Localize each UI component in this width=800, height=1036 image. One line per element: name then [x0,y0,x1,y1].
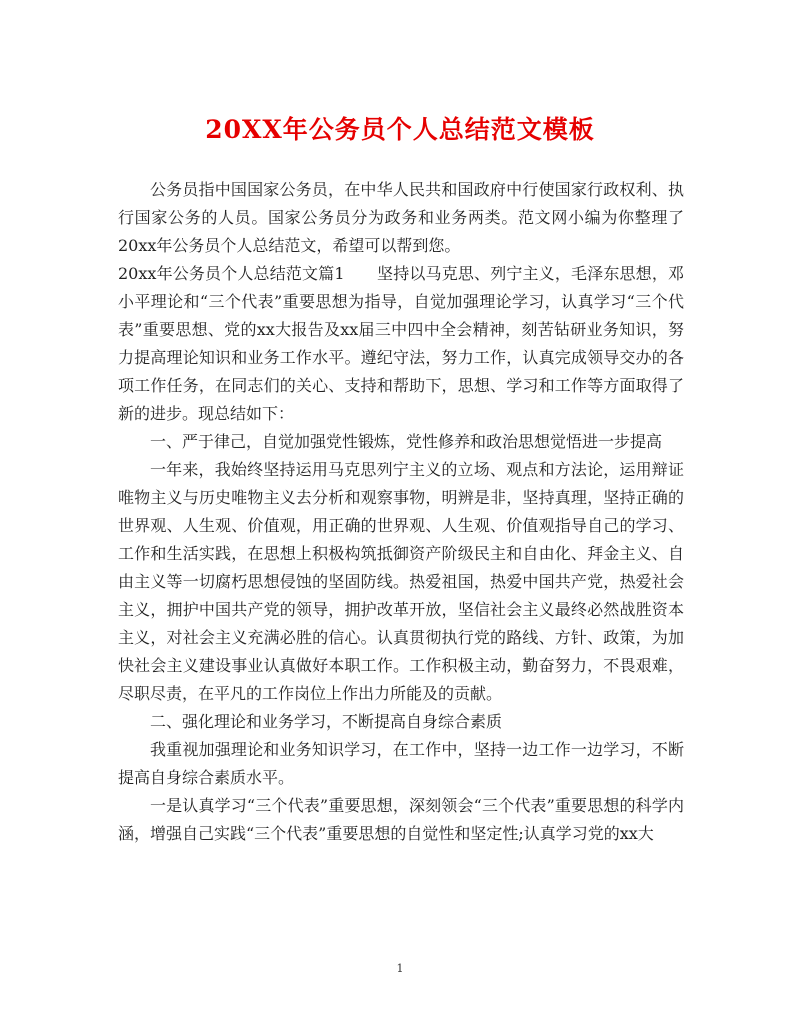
document-body [118,176,684,848]
body-paragraph-1: 一年来，我始终坚持运用马克思列宁主义的立场、观点和方法论，运用辩证唯物主义与历史唯物主义去分析和观察事物，明辨是非，坚持真理，坚持正确的世界观、人生观、价值观，用正确的世界观、人生观、价值观指导自己的学习、工作和生活实践，在思想上积极构筑抵御资产阶级民主和自由化、拜金主义、自由主义等一切腐朽思想侵蚀的坚固防线。热爱祖国，热爱中国共产党，热爱社会主义，拥护中国共产党的领导，拥护改革开放，坚信社会主义最终必然战胜资本主义，对社会主义充满必胜的信心。认真贯彻执行党的路线、方针、政策，为加快社会主义建设事业认真做好本职工作。工作积极主动，勤奋努力，不畏艰难，尽职尽责，在平凡的工作岗位上作出力所能及的贡献。 [118,460,684,703]
section-heading-1: 一、严于律己，自觉加强党性锻炼，党性修养和政治思想觉悟进一步提高 [150,432,663,451]
body-paragraph-3: 一是认真学习“三个代表”重要思想，深刻领会“三个代表”重要思想的科学内涵，增强自己实践“三个代表”重要思想的自觉性和坚定性;认真学习党的xx大 [118,796,684,843]
page-title: 20XX年公务员个人总结范文模板 [205,115,595,144]
section-intro-paragraph: 20xx年公务员个人总结范文篇1 坚持以马克思、列宁主义，毛泽东思想，邓小平理论和“三个代表”重要思想为指导，自觉加强理论学习，认真学习“三个代表”重要思想、党的xx大报告及xx届三中四中全会精神，刻苦钻研业务知识，努力提高理论知识和业务工作水平。遵纪守法，努力工作，认真完成领导交办的各项工作任务，在同志们的关心、支持和帮助下，思想、学习和工作等方面取得了新的进步。现总结如下： [118,264,684,423]
section-heading-2: 二、强化理论和业务学习，不断提高自身综合素质 [150,712,503,731]
intro-paragraph: 公务员指中国国家公务员，在中华人民共和国政府中行使国家行政权利、执行国家公务的人员。国家公务员分为政务和业务两类。范文网小编为你整理了20xx年公务员个人总结范文，希望可以帮到您。 [118,180,684,255]
page-number: 1 [396,962,404,975]
body-paragraph-2: 我重视加强理论和业务知识学习，在工作中，坚持一边工作一边学习，不断提高自身综合素质水平。 [118,740,684,787]
